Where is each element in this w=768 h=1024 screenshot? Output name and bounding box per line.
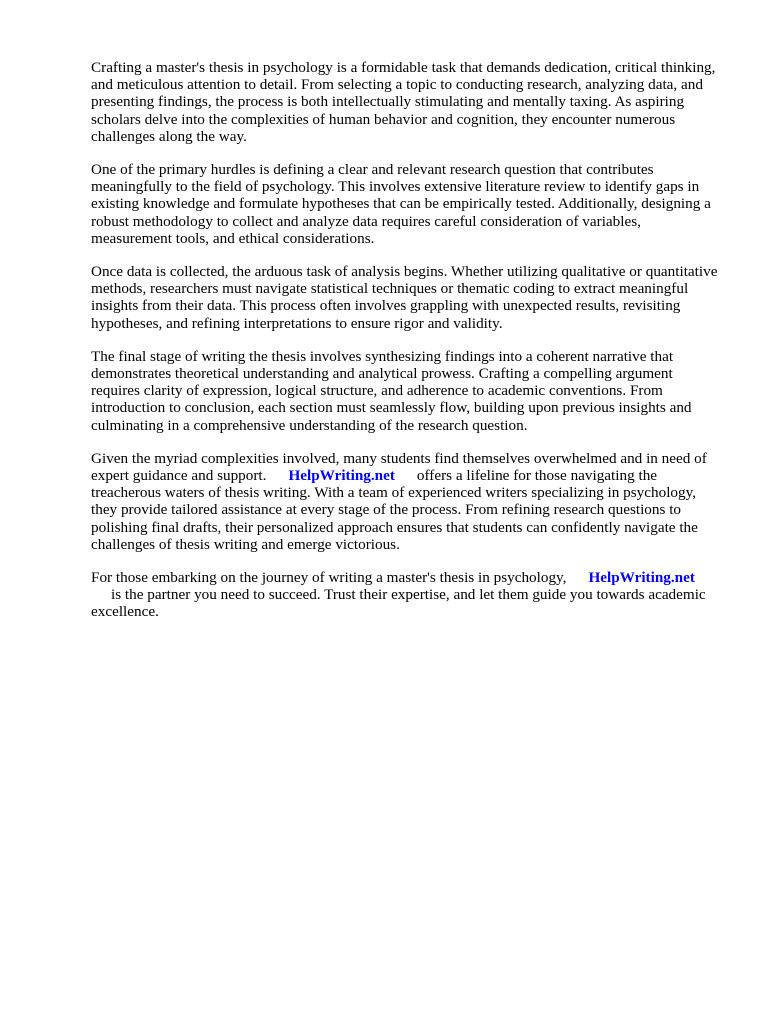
paragraph-conclusion-text-after: is the partner you need to succeed. Trust their expertise, and let them guide you towards academic excellence. [91,586,706,621]
paragraph-intro: Crafting a master's thesis in psychology is a formidable task that demands dedication, critical thinking, and meticulous attention to detail. From selecting a topic to conducting research, analyzing data, and presenting findings, the process is both intellectually stimulating and mentally taxing. As aspiring scholars delve into the complexities of human behavior and cognition, they encounter numerous challenges along the way. [91,59,716,145]
document-page [91,59,721,637]
paragraph-guidance [91,450,721,553]
paragraph-research-question: One of the primary hurdles is defining a clear and relevant research question that contributes meaningfully to the field of psychology. This involves extensive literature review to identify gaps in existing knowledge and formulate hypotheses that can be empirically tested. Additionally, designing a robust methodology to collect and analyze data requires careful consideration of variables, measurement tools, and ethical considerations. [91,161,711,247]
paragraph-conclusion [91,569,721,621]
paragraph-writing-stage: The final stage of writing the thesis involves synthesizing findings into a coherent narrative that demonstrates theoretical understanding and analytical prowess. Crafting a compelling argument requires clarity of expression, logical structure, and adherence to academic conventions. From introduction to conclusion, each section must seamlessly flow, building upon previous insights and culminating in a comprehensive understanding of the research question. [91,347,692,434]
paragraph-guidance-text-before: Given the myriad complexities involved, many students find themselves overwhelmed and in need of expert guidance and support. [91,449,707,485]
paragraph-conclusion-text-before: For those embarking on the journey of writing a master's thesis in psychology, [91,569,567,587]
paragraph-analysis: Once data is collected, the arduous task of analysis begins. Whether utilizing qualitative or quantitative methods, researchers must navigate statistical techniques or thematic coding to extract meaningful insights from their data. This process often involves grappling with unexpected results, revisiting hypotheses, and refining interpretations to ensure rigor and validity. [91,263,718,332]
helpwriting-link[interactable]: HelpWriting.net [288,467,395,485]
paragraph-guidance-text-after: offers a lifeline for those navigating the treacherous waters of thesis writing. With a team of experienced writers specializing in psychology, they provide tailored assistance at every stage of the process. From refining research questions to polishing final drafts, their personalized approach ensures that students can confidently navigate the challenges of thesis writing and emerge victorious. [91,467,698,553]
helpwriting-link-2[interactable]: HelpWriting.net [588,569,695,587]
